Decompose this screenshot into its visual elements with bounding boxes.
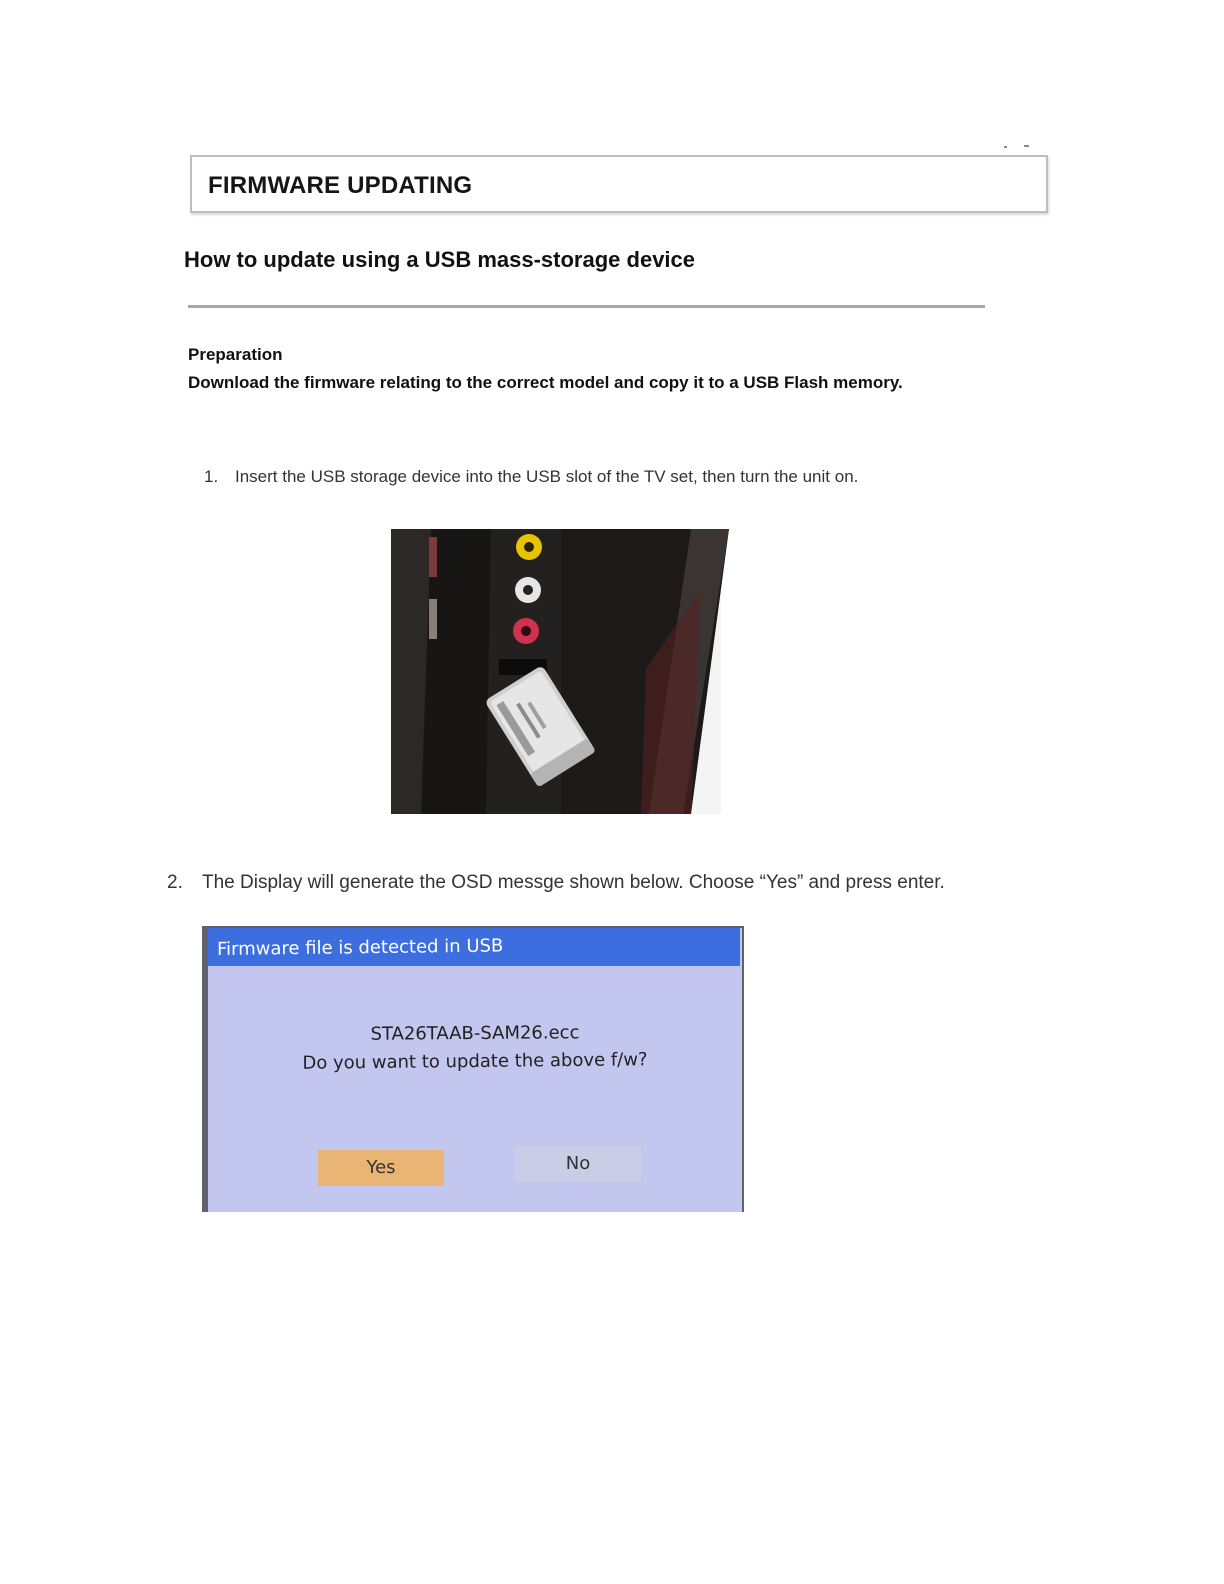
osd-titlebar [208, 928, 740, 966]
section-title-box [190, 155, 1048, 213]
osd-no-button[interactable]: No [515, 1146, 641, 1182]
step-2-number: 2. [167, 872, 183, 893]
red-jack [513, 618, 539, 644]
corner-mark-glyph [1002, 144, 1032, 150]
step-2-text: The Display will generate the OSD messge shown below. Choose “Yes” and press enter. [202, 872, 945, 893]
osd-question: Do you want to update the above f/w? [302, 1049, 648, 1074]
corner-mark [1002, 142, 1032, 153]
section-subtitle: How to update using a USB mass-storage device [184, 247, 696, 272]
step-1-text: Insert the USB storage device into the USB slot of the TV set, then turn the unit on. [235, 467, 859, 486]
osd-panel [208, 928, 742, 1212]
preparation-label: Preparation [188, 345, 283, 364]
osd-title: Firmware file is detected in USB [216, 935, 504, 960]
tv-usb-illustration [391, 529, 823, 814]
usb-insert-photo [391, 529, 823, 814]
page-title: FIRMWARE UPDATING [208, 172, 473, 199]
osd-dialog [202, 926, 744, 1212]
osd-filename: STA26TAAB-SAM26.ecc [370, 1022, 580, 1045]
preparation-text: Download the firmware relating to the correct model and copy it to a USB Flash memory. [188, 373, 903, 392]
divider [188, 305, 985, 308]
osd-yes-button[interactable]: Yes [318, 1150, 444, 1186]
step-1-number: 1. [204, 467, 219, 486]
white-jack [515, 577, 541, 603]
yellow-jack [516, 534, 542, 560]
